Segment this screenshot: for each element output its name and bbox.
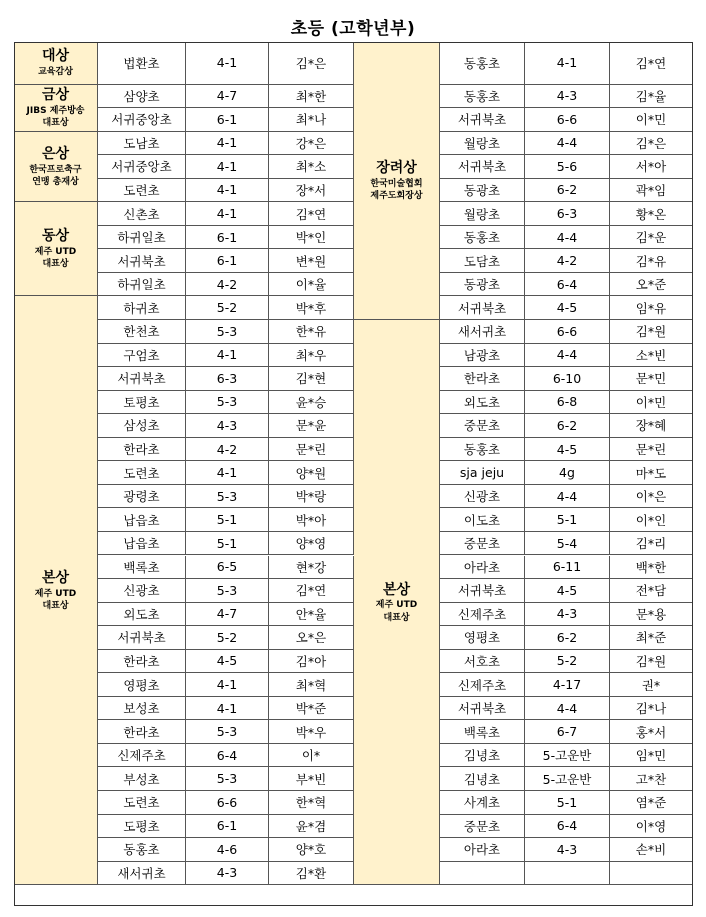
left-student-cell: 최*우: [269, 344, 354, 368]
right-class-cell: 6-11: [525, 556, 610, 580]
right-school-cell: 중문초: [440, 815, 525, 839]
left-class-cell: 4-1: [186, 42, 269, 85]
right-student-cell: 최*준: [610, 626, 693, 650]
left-class-cell: 4-2: [186, 438, 269, 462]
right-student-cell: 이*영: [610, 815, 693, 839]
left-school-cell: 법환초: [98, 42, 186, 85]
right-student-cell: 서*아: [610, 155, 693, 179]
award-subtitle: 교육감상: [38, 67, 73, 78]
left-school-cell: 영평초: [98, 673, 186, 697]
award-name: 은상: [41, 145, 70, 162]
right-class-cell: 4-5: [525, 579, 610, 603]
right-class-cell: 4-4: [525, 132, 610, 156]
right-student-cell: 임*유: [610, 296, 693, 320]
right-class-cell: 6-2: [525, 414, 610, 438]
left-student-cell: 안*율: [269, 603, 354, 627]
left-class-cell: 6-3: [186, 367, 269, 391]
left-school-cell: 한라초: [98, 650, 186, 674]
right-school-cell: 서귀북초: [440, 155, 525, 179]
right-student-cell: 문*린: [610, 438, 693, 462]
left-school-cell: 백록초: [98, 556, 186, 580]
left-student-cell: 김*은: [269, 42, 354, 85]
left-school-cell: 부성초: [98, 767, 186, 791]
right-school-cell: 한라초: [440, 367, 525, 391]
right-school-cell: 영평초: [440, 626, 525, 650]
left-school-cell: 서귀중앙초: [98, 108, 186, 132]
left-class-cell: 5-2: [186, 626, 269, 650]
right-student-cell: 백*한: [610, 556, 693, 580]
award-subtitle: 대표상: [42, 117, 69, 128]
left-school-cell: 하귀일초: [98, 226, 186, 250]
award-subtitle: 한국미술협회: [370, 178, 423, 189]
right-school-cell: 도담초: [440, 249, 525, 273]
right-student-cell: 염*준: [610, 791, 693, 815]
left-class-cell: 5-3: [186, 767, 269, 791]
left-class-cell: 5-1: [186, 532, 269, 556]
right-school-cell: 신광초: [440, 485, 525, 509]
left-student-cell: 박*아: [269, 508, 354, 532]
left-class-cell: 4-1: [186, 673, 269, 697]
left-student-cell: 양*호: [269, 838, 354, 862]
left-student-cell: 한*혁: [269, 791, 354, 815]
right-class-cell: 6-2: [525, 179, 610, 203]
right-school-cell: 신제주초: [440, 673, 525, 697]
left-class-cell: 4-7: [186, 603, 269, 627]
right-class-cell: 6-10: [525, 367, 610, 391]
right-student-cell: 김*나: [610, 697, 693, 721]
left-school-cell: 납읍초: [98, 532, 186, 556]
right-class-cell: [525, 862, 610, 886]
right-school-cell: 동홍초: [440, 226, 525, 250]
award-name: 본상: [41, 569, 70, 586]
award-subtitle: 대표상: [383, 612, 410, 623]
left-class-cell: 4-3: [186, 414, 269, 438]
right-student-cell: 임*민: [610, 744, 693, 768]
left-school-cell: 도평초: [98, 815, 186, 839]
award-table: [14, 42, 693, 906]
right-school-cell: 새서귀초: [440, 320, 525, 344]
left-class-cell: 4-3: [186, 862, 269, 886]
left-class-cell: 4-1: [186, 202, 269, 226]
left-school-cell: 보성초: [98, 697, 186, 721]
left-school-cell: 동홍초: [98, 838, 186, 862]
right-school-cell: 신제주초: [440, 603, 525, 627]
award-name: 본상: [382, 581, 411, 598]
left-class-cell: 4-7: [186, 85, 269, 109]
left-student-cell: 김*연: [269, 579, 354, 603]
award-name: 동상: [41, 228, 70, 245]
right-class-cell: 5-4: [525, 532, 610, 556]
right-school-cell: 이도초: [440, 508, 525, 532]
left-class-cell: 4-1: [186, 344, 269, 368]
award-name: 장려상: [376, 159, 417, 176]
left-student-cell: 이*: [269, 744, 354, 768]
right-student-cell: 이*은: [610, 485, 693, 509]
right-award-cell: [354, 320, 440, 885]
right-class-cell: 6-2: [525, 626, 610, 650]
left-school-cell: 토평초: [98, 391, 186, 415]
left-class-cell: 5-3: [186, 720, 269, 744]
left-school-cell: 서귀중앙초: [98, 155, 186, 179]
left-student-cell: 김*환: [269, 862, 354, 886]
right-student-cell: 전*담: [610, 579, 693, 603]
right-school-cell: 월랑초: [440, 132, 525, 156]
right-school-cell: 서귀북초: [440, 579, 525, 603]
right-class-cell: 4-4: [525, 485, 610, 509]
right-school-cell: 아라초: [440, 838, 525, 862]
left-school-cell: 한라초: [98, 720, 186, 744]
right-class-cell: 6-7: [525, 720, 610, 744]
right-class-cell: 5-1: [525, 508, 610, 532]
left-class-cell: 4-6: [186, 838, 269, 862]
right-class-cell: 4-3: [525, 603, 610, 627]
right-student-cell: 곽*임: [610, 179, 693, 203]
right-class-cell: 5-1: [525, 791, 610, 815]
left-class-cell: 6-5: [186, 556, 269, 580]
right-class-cell: 6-4: [525, 815, 610, 839]
left-student-cell: 양*영: [269, 532, 354, 556]
left-class-cell: 6-4: [186, 744, 269, 768]
right-student-cell: 김*연: [610, 42, 693, 85]
award-subtitle: JIBS 제주방송: [26, 105, 85, 116]
right-school-cell: 외도초: [440, 391, 525, 415]
award-subtitle: 대표상: [42, 600, 69, 611]
left-school-cell: 서귀북초: [98, 626, 186, 650]
left-school-cell: 구엄초: [98, 344, 186, 368]
left-student-cell: 문*린: [269, 438, 354, 462]
left-award-cell: [14, 85, 98, 132]
left-class-cell: 4-1: [186, 155, 269, 179]
left-award-cell: [14, 296, 98, 885]
left-class-cell: 6-1: [186, 249, 269, 273]
right-student-cell: 손*비: [610, 838, 693, 862]
right-class-cell: 4-5: [525, 438, 610, 462]
left-student-cell: 현*강: [269, 556, 354, 580]
left-student-cell: 윤*승: [269, 391, 354, 415]
right-school-cell: 아라초: [440, 556, 525, 580]
right-student-cell: 김*은: [610, 132, 693, 156]
left-student-cell: 김*연: [269, 202, 354, 226]
left-school-cell: 한천초: [98, 320, 186, 344]
left-school-cell: 신제주초: [98, 744, 186, 768]
right-award-cell: [354, 42, 440, 320]
right-student-cell: 김*원: [610, 650, 693, 674]
right-school-cell: 월랑초: [440, 202, 525, 226]
left-student-cell: 박*준: [269, 697, 354, 721]
right-class-cell: 6-6: [525, 320, 610, 344]
right-school-cell: 서귀북초: [440, 108, 525, 132]
right-class-cell: 4-5: [525, 296, 610, 320]
right-student-cell: 오*준: [610, 273, 693, 297]
left-class-cell: 4-1: [186, 179, 269, 203]
right-class-cell: 6-8: [525, 391, 610, 415]
left-student-cell: 강*은: [269, 132, 354, 156]
right-student-cell: 김*운: [610, 226, 693, 250]
award-subtitle: 대표상: [42, 259, 69, 270]
right-student-cell: 이*민: [610, 108, 693, 132]
right-student-cell: 마*도: [610, 461, 693, 485]
left-school-cell: 신광초: [98, 579, 186, 603]
right-student-cell: 홍*서: [610, 720, 693, 744]
right-class-cell: 4-17: [525, 673, 610, 697]
right-class-cell: 5-고운반: [525, 744, 610, 768]
right-student-cell: 이*인: [610, 508, 693, 532]
right-class-cell: 4-3: [525, 85, 610, 109]
left-class-cell: 5-2: [186, 296, 269, 320]
left-student-cell: 김*아: [269, 650, 354, 674]
left-class-cell: 6-1: [186, 226, 269, 250]
page-title: 초등 (고학년부): [290, 19, 416, 39]
right-class-cell: 4-4: [525, 344, 610, 368]
left-award-cell: [14, 202, 98, 296]
right-school-cell: 서호초: [440, 650, 525, 674]
award-subtitle: 연맹 총재상: [32, 176, 79, 187]
right-student-cell: 김*리: [610, 532, 693, 556]
right-class-cell: 6-6: [525, 108, 610, 132]
left-class-cell: 6-1: [186, 108, 269, 132]
right-student-cell: 소*빈: [610, 344, 693, 368]
left-school-cell: 삼양초: [98, 85, 186, 109]
left-school-cell: 새서귀초: [98, 862, 186, 886]
left-class-cell: 5-1: [186, 508, 269, 532]
right-school-cell: [440, 862, 525, 886]
left-class-cell: 4-1: [186, 461, 269, 485]
award-subtitle: 제주 UTD: [34, 247, 77, 258]
right-school-cell: 동홍초: [440, 438, 525, 462]
right-student-cell: [610, 862, 693, 886]
left-award-cell: [14, 42, 98, 85]
right-class-cell: 4-1: [525, 42, 610, 85]
right-school-cell: 동홍초: [440, 85, 525, 109]
left-class-cell: 5-3: [186, 579, 269, 603]
left-student-cell: 최*나: [269, 108, 354, 132]
right-student-cell: 문*민: [610, 367, 693, 391]
left-class-cell: 4-1: [186, 132, 269, 156]
left-class-cell: 6-6: [186, 791, 269, 815]
right-student-cell: 문*용: [610, 603, 693, 627]
left-student-cell: 최*혁: [269, 673, 354, 697]
right-class-cell: 4-4: [525, 697, 610, 721]
right-school-cell: 서귀북초: [440, 296, 525, 320]
left-student-cell: 문*윤: [269, 414, 354, 438]
award-subtitle: 제주 UTD: [34, 588, 77, 599]
left-student-cell: 오*은: [269, 626, 354, 650]
left-school-cell: 도련초: [98, 179, 186, 203]
left-school-cell: 외도초: [98, 603, 186, 627]
left-school-cell: 서귀북초: [98, 367, 186, 391]
left-student-cell: 부*빈: [269, 767, 354, 791]
left-class-cell: 4-2: [186, 273, 269, 297]
right-class-cell: 6-3: [525, 202, 610, 226]
left-school-cell: 도련초: [98, 461, 186, 485]
right-class-cell: 4-3: [525, 838, 610, 862]
left-school-cell: 도남초: [98, 132, 186, 156]
right-school-cell: 사계초: [440, 791, 525, 815]
left-student-cell: 박*후: [269, 296, 354, 320]
right-school-cell: 김녕초: [440, 767, 525, 791]
left-student-cell: 변*원: [269, 249, 354, 273]
left-school-cell: 납읍초: [98, 508, 186, 532]
right-school-cell: 백록초: [440, 720, 525, 744]
left-class-cell: 5-3: [186, 320, 269, 344]
left-school-cell: 신촌초: [98, 202, 186, 226]
right-student-cell: 장*혜: [610, 414, 693, 438]
left-class-cell: 5-3: [186, 485, 269, 509]
right-school-cell: sja jeju: [440, 461, 525, 485]
right-class-cell: 4-4: [525, 226, 610, 250]
right-student-cell: 황*온: [610, 202, 693, 226]
right-class-cell: 4-2: [525, 249, 610, 273]
right-school-cell: 김녕초: [440, 744, 525, 768]
award-subtitle: 한국프로축구: [29, 164, 82, 175]
right-student-cell: 이*민: [610, 391, 693, 415]
right-class-cell: 5-2: [525, 650, 610, 674]
left-school-cell: 도련초: [98, 791, 186, 815]
left-student-cell: 박*랑: [269, 485, 354, 509]
right-student-cell: 고*찬: [610, 767, 693, 791]
left-student-cell: 이*율: [269, 273, 354, 297]
left-school-cell: 삼성초: [98, 414, 186, 438]
left-class-cell: 5-3: [186, 391, 269, 415]
right-class-cell: 6-4: [525, 273, 610, 297]
left-school-cell: 광령초: [98, 485, 186, 509]
award-subtitle: 제주 UTD: [375, 600, 418, 611]
right-student-cell: 김*원: [610, 320, 693, 344]
right-class-cell: 5-고운반: [525, 767, 610, 791]
right-school-cell: 동홍초: [440, 42, 525, 85]
left-student-cell: 김*현: [269, 367, 354, 391]
right-class-cell: 5-6: [525, 155, 610, 179]
award-name: 대상: [41, 48, 70, 65]
left-school-cell: 한라초: [98, 438, 186, 462]
left-student-cell: 박*인: [269, 226, 354, 250]
left-class-cell: 4-5: [186, 650, 269, 674]
right-school-cell: 남광초: [440, 344, 525, 368]
left-school-cell: 서귀북초: [98, 249, 186, 273]
right-school-cell: 중문초: [440, 532, 525, 556]
left-school-cell: 하귀일초: [98, 273, 186, 297]
left-student-cell: 최*한: [269, 85, 354, 109]
left-award-cell: [14, 132, 98, 203]
right-class-cell: 4g: [525, 461, 610, 485]
left-class-cell: 4-1: [186, 697, 269, 721]
right-school-cell: 동광초: [440, 179, 525, 203]
left-student-cell: 최*소: [269, 155, 354, 179]
right-school-cell: 중문초: [440, 414, 525, 438]
right-school-cell: 서귀북초: [440, 697, 525, 721]
right-student-cell: 김*유: [610, 249, 693, 273]
left-student-cell: 한*유: [269, 320, 354, 344]
left-student-cell: 장*서: [269, 179, 354, 203]
left-student-cell: 윤*겸: [269, 815, 354, 839]
right-student-cell: 김*율: [610, 85, 693, 109]
left-student-cell: 양*원: [269, 461, 354, 485]
award-name: 금상: [41, 86, 70, 103]
left-school-cell: 하귀초: [98, 296, 186, 320]
award-subtitle: 제주도회장상: [370, 190, 423, 201]
right-school-cell: 동광초: [440, 273, 525, 297]
right-student-cell: 권*: [610, 673, 693, 697]
left-class-cell: 6-1: [186, 815, 269, 839]
left-student-cell: 박*우: [269, 720, 354, 744]
